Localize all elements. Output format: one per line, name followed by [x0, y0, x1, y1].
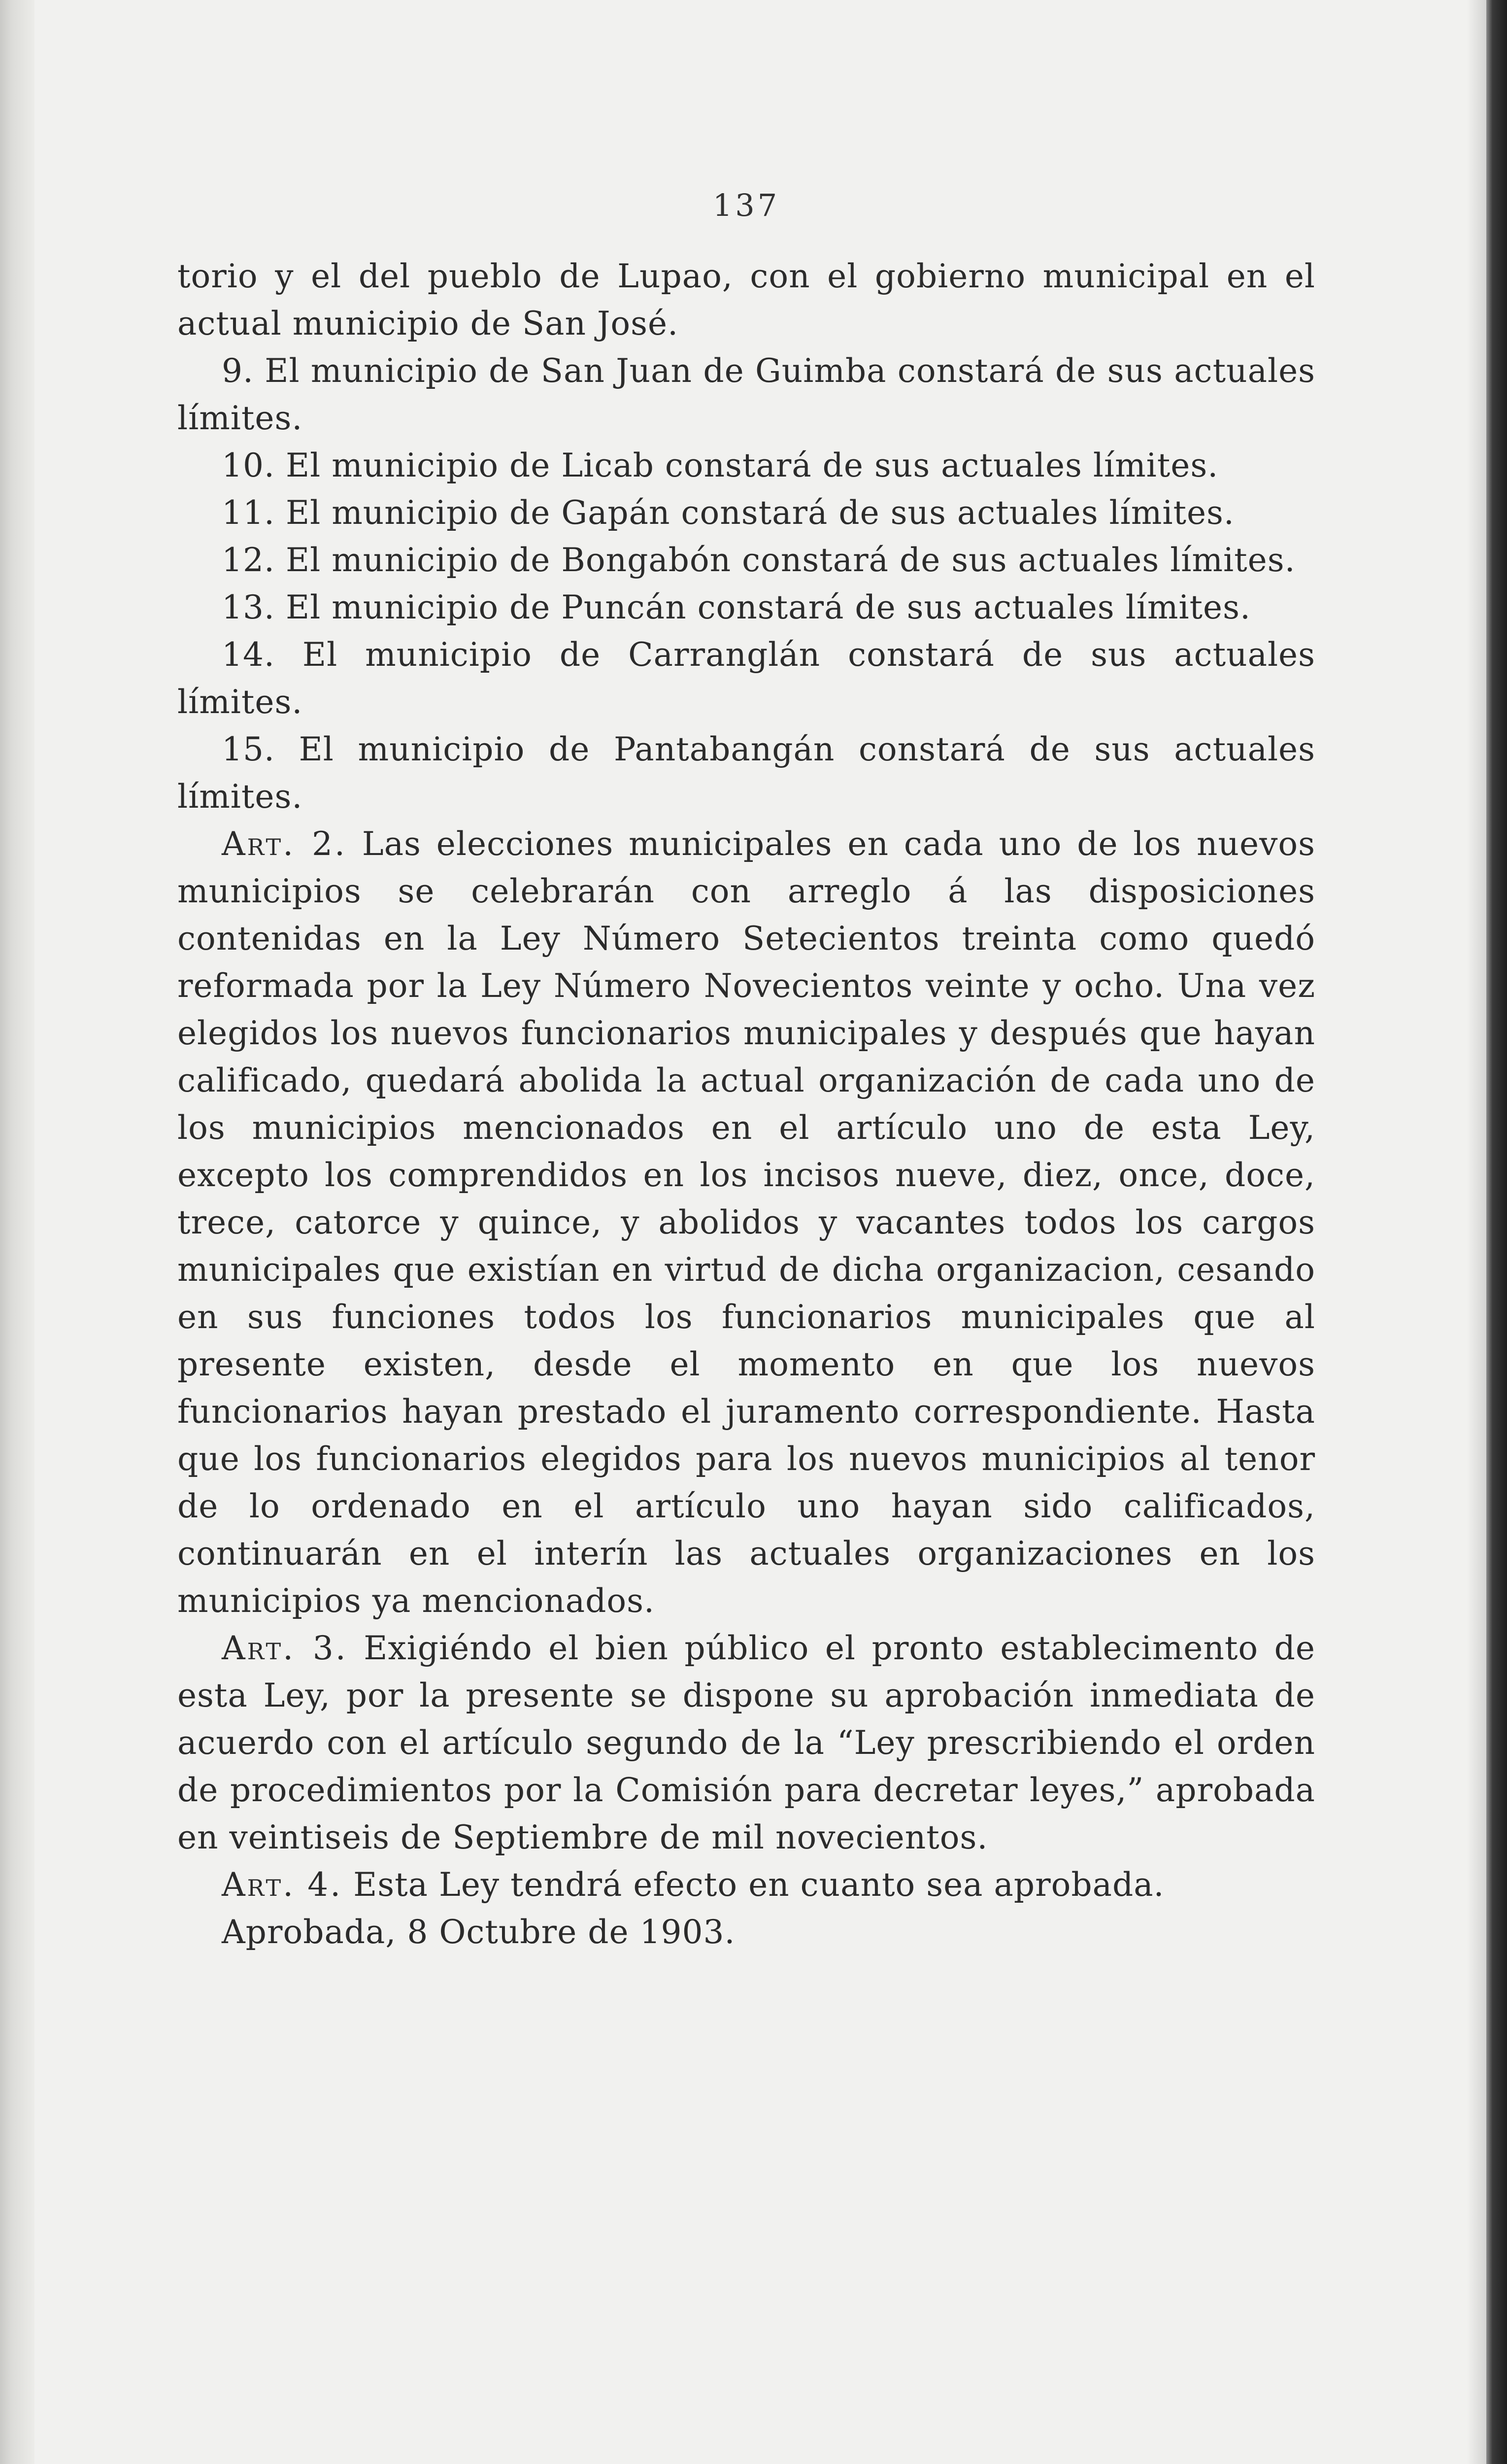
paragraph-text: 14. El municipio de Carranglán constará de sus actuales límites. — [177, 636, 1315, 721]
page-edge-shadow — [1467, 0, 1486, 2464]
article-label: Art. 4. — [222, 1866, 343, 1904]
paragraph-text: 12. El municipio de Bongabón constará de sus actuales límites. — [222, 541, 1296, 579]
paragraph-item-9 — [177, 347, 1315, 442]
paragraph-text: 11. El municipio de Gapán constará de sus actuales límites. — [222, 494, 1235, 532]
article-label: Art. 3. — [222, 1629, 348, 1667]
paragraph-article-3 — [177, 1625, 1315, 1861]
document-page — [177, 187, 1315, 1956]
paragraph-text: Esta Ley tendrá efecto en cuanto sea aprobada. — [353, 1866, 1165, 1904]
paragraph-item-12 — [177, 537, 1315, 584]
paragraph-text: torio y el del pueblo de Lupao, con el gobierno municipal en el actual municipio de San José. — [177, 257, 1315, 342]
paragraph-text: Las elecciones municipales en cada uno de los nuevos municipios se celebrarán con arreglo á las disposiciones contenidas en la Ley Número Setecientos treinta como quedó reformada por la Ley Número Novecientos veinte y ocho. Una vez elegidos los nuevos funcionarios municipales y después que hayan calificado, quedará abolida la actual organización de cada uno de los municipios mencionados en el artículo uno de esta Ley, excepto los comprendidos en los incisos nueve, diez, once, doce, trece, catorce y quince, y abolidos y vacantes todos los cargos municipales que existían en virtud de dicha organizacion, cesando en sus funciones todos los funcionarios municipales que al presente existen, desde el momento en que los nuevos funcionarios hayan prestado el juramento correspondiente. Hasta que los funcionarios elegidos para los nuevos municipios al tenor de lo ordenado en el artículo uno hayan sido calificados, continuarán en el interín las actuales organizaciones en los municipios ya mencionados. — [177, 825, 1315, 1620]
paragraph-continuation — [177, 253, 1315, 347]
body-text — [177, 253, 1315, 1956]
page-edge-right — [1486, 0, 1507, 2464]
paragraph-text: 10. El municipio de Licab constará de sus actuales límites. — [222, 446, 1219, 484]
paragraph-text: Exigiéndo el bien público el pronto establecimento de esta Ley, por la presente se dispone su aprobación inmediata de acuerdo con el artículo segundo de la “Ley prescribiendo el orden de procedimientos por la Comisión para decretar leyes,” aprobada en veintiseis de Septiembre de mil novecientos. — [177, 1629, 1315, 1856]
paragraph-text: 13. El municipio de Puncán constará de sus actuales límites. — [222, 588, 1251, 626]
page-number: 137 — [712, 187, 780, 223]
approval-date: Aprobada, 8 Octubre de 1903. — [222, 1913, 736, 1951]
paragraph-article-2 — [177, 821, 1315, 1625]
paragraph-item-11 — [177, 489, 1315, 537]
paragraph-text: 15. El municipio de Pantabangán constará de sus actuales límites. — [177, 730, 1315, 816]
page-binding-shadow — [0, 0, 34, 2464]
paragraph-text: 9. El municipio de San Juan de Guimba constará de sus actuales límites. — [177, 352, 1315, 437]
paragraph-item-13 — [177, 584, 1315, 631]
article-label: Art. 2. — [222, 825, 347, 863]
paragraph-item-10 — [177, 442, 1315, 489]
paragraph-item-14 — [177, 631, 1315, 726]
paragraph-item-15 — [177, 726, 1315, 821]
paragraph-article-4 — [177, 1861, 1315, 1909]
